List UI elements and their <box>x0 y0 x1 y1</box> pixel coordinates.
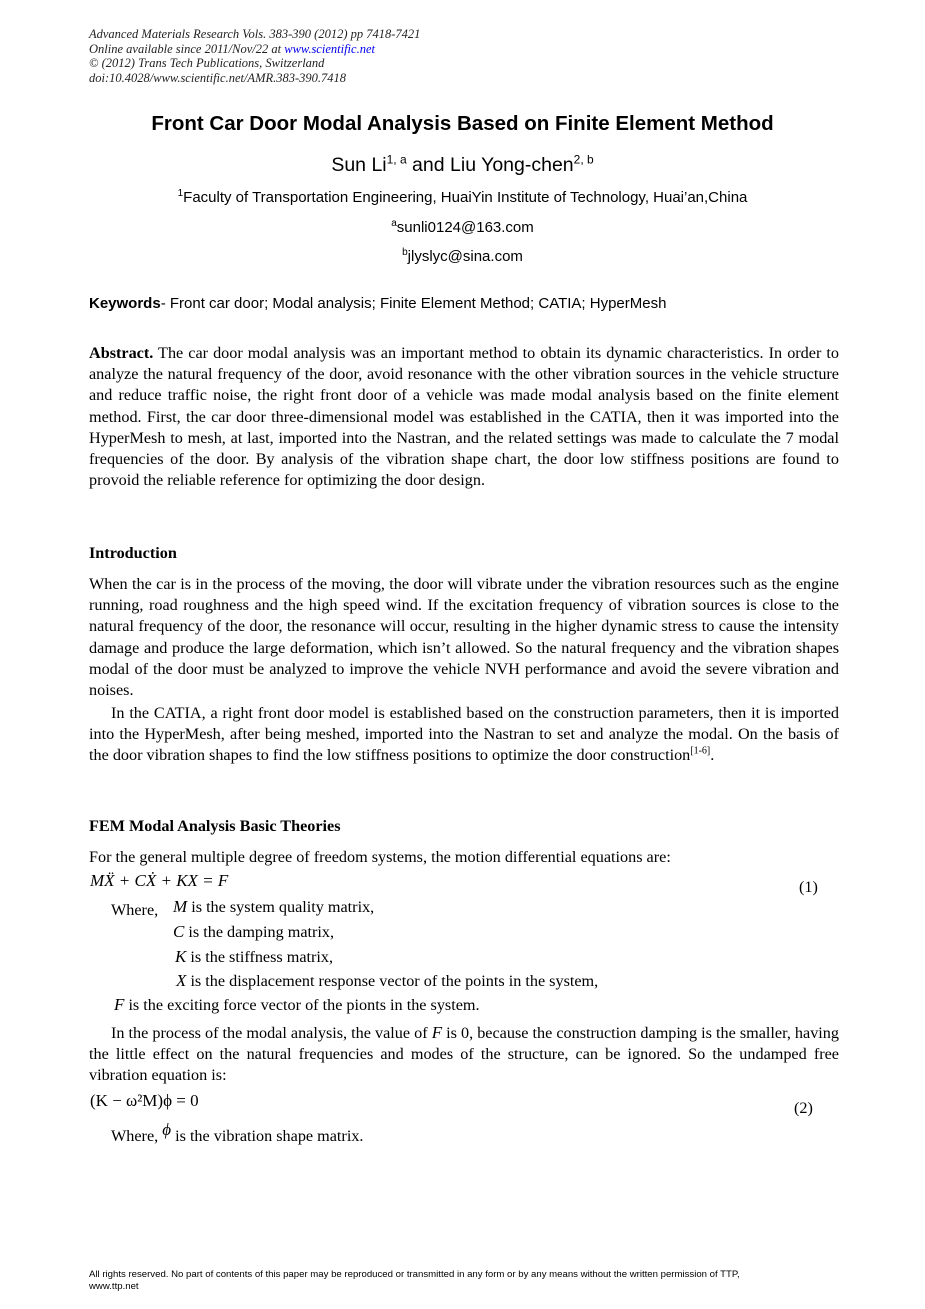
definition-x-text: is the displacement response vector of the points in the system, <box>186 972 599 990</box>
author-2-sup: 2, b <box>573 152 594 167</box>
journal-citation: Advanced Materials Research Vols. 383-390 (2012) pp 7418-7421 <box>89 27 421 41</box>
affiliation <box>0 189 925 206</box>
definition-k-text: is the stiffness matrix, <box>186 948 334 966</box>
footer-notice <box>89 1269 740 1292</box>
fem-heading: FEM Modal Analysis Basic Theories <box>89 817 341 835</box>
definition-m-text: is the system quality matrix, <box>187 898 375 916</box>
phi-definition-text: is the vibration shape matrix. <box>171 1127 364 1145</box>
affiliation-sup: 1 <box>177 188 184 199</box>
symbol-c: C <box>173 922 185 941</box>
email-1 <box>0 219 925 236</box>
equation-2-number: (2) <box>794 1099 813 1117</box>
keywords-label: Keywords <box>89 295 161 312</box>
where-label-1: Where, <box>111 901 159 919</box>
symbol-f: F <box>114 995 125 1014</box>
citation-1-6: [1-6] <box>690 746 711 758</box>
copyright-line: © (2012) Trans Tech Publications, Switzerland <box>89 56 325 70</box>
email-2 <box>0 248 925 265</box>
where-label-2: Where, <box>111 1127 159 1145</box>
symbol-phi: ϕ <box>162 1120 172 1139</box>
modal-analysis-paragraph <box>89 1022 839 1087</box>
introduction-p2-text: In the CATIA, a right front door model is established based on the construction parameters, then it is imported into the HyperMesh, after being meshed, imported into the Nastran to set and analyze the modal. On the basis of the door vibration shapes to find the low stiffness positions to optimize the door construction <box>89 704 839 765</box>
modal-text-a: In the process of the modal analysis, the value of <box>111 1024 432 1042</box>
author-1: Sun Li <box>331 154 387 176</box>
doi-line: doi:10.4028/www.scientific.net/AMR.383-390.7418 <box>89 70 347 85</box>
introduction-paragraph-1: When the car is in the process of the moving, the door will vibrate under the vibration resources such as the engine running, road roughness and the high speed wind. If the excitation frequency of vibration sources is close to the natural frequency of the door, the resonance will occur, resulting in the higher dynamic stress to cause the intensity damage and produce the large deformation, which isn’t allowed. So the natural frequency and the vibration shapes modal of the door must be analyzed to improve the vehicle NVH performance and avoid the severe vibration and noises. <box>89 575 839 700</box>
email-1-sup: a <box>391 218 397 229</box>
author-line <box>0 154 925 177</box>
equation-1-number: (1) <box>799 878 818 896</box>
definition-k <box>175 947 333 967</box>
symbol-k: K <box>175 947 187 966</box>
where-phi <box>111 1120 364 1146</box>
scientific-net-link[interactable]: www.scientific.net <box>284 41 375 56</box>
author-1-sup: 1, a <box>386 152 407 167</box>
symbol-m: M <box>173 897 188 916</box>
footer-line-2: www.ttp.net <box>89 1280 139 1292</box>
online-availability <box>89 42 375 57</box>
introduction-heading: Introduction <box>89 544 177 562</box>
introduction-paragraph-2 <box>89 703 839 767</box>
author-2: Liu Yong-chen <box>450 154 574 176</box>
abstract <box>89 343 839 491</box>
abstract-text: The car door modal analysis was an important method to obtain its dynamic characteristics. In order to analyze the natural frequency of the door, avoid resonance with the other vibration sources in the vehicle structure and reduce traffic noise, the right front door of a vehicle was made modal analysis based on the finite element method. First, the car door three-dimensional model was established in the CATIA, then it was imported into the HyperMesh to mesh, at last, imported into the Nastran, and the related settings was made to calculate the 7 modal frequencies of the door. By analysis of the vibration shape chart, the door low stiffness positions are found to provoid the reliable reference for optimizing the door design. <box>89 344 839 490</box>
keywords-text: - Front car door; Modal analysis; Finite Element Method; CATIA; HyperMesh <box>160 295 667 312</box>
modal-text-b: is 0, because the construction damping is the smaller, having the little effect on the natural frequencies and modes of the structure, can be ignored. So the undamped free vibration equation is: <box>89 1024 839 1085</box>
definition-m <box>173 897 374 917</box>
author-conjunction: and <box>406 154 451 176</box>
email-2-sup: b <box>402 247 408 258</box>
symbol-x: X <box>176 971 187 990</box>
email-2-text: jlyslyc@sina.com <box>407 248 523 265</box>
fem-intro: For the general multiple degree of freedom systems, the motion differential equations are: <box>89 848 671 866</box>
definition-f <box>114 995 480 1015</box>
online-prefix: Online available since 2011/Nov/22 at <box>89 41 285 56</box>
paper-title: Front Car Door Modal Analysis Based on Finite Element Method <box>151 112 774 135</box>
email-1-text: sunli0124@163.com <box>396 219 534 236</box>
definition-c-text: is the damping matrix, <box>184 923 335 941</box>
symbol-f-inline: F <box>431 1023 443 1042</box>
introduction-p2-end: . <box>710 746 715 765</box>
definition-x <box>176 971 598 991</box>
equation-1: MẌ + CẊ + KX = F <box>90 871 229 890</box>
equation-2: (K − ω²M)ϕ = 0 <box>90 1091 199 1110</box>
footer-line-1: All rights reserved. No part of contents of this paper may be reproduced or transmitted in any form or by any means without the written permission of TTP, <box>89 1269 740 1280</box>
keywords <box>89 295 666 312</box>
affiliation-text: Faculty of Transportation Engineering, HuaiYin Institute of Technology, Huai’an,China <box>183 189 748 206</box>
definition-f-text: is the exciting force vector of the pionts in the system. <box>124 996 480 1014</box>
definition-c <box>173 922 334 942</box>
abstract-label: Abstract. <box>89 344 154 362</box>
